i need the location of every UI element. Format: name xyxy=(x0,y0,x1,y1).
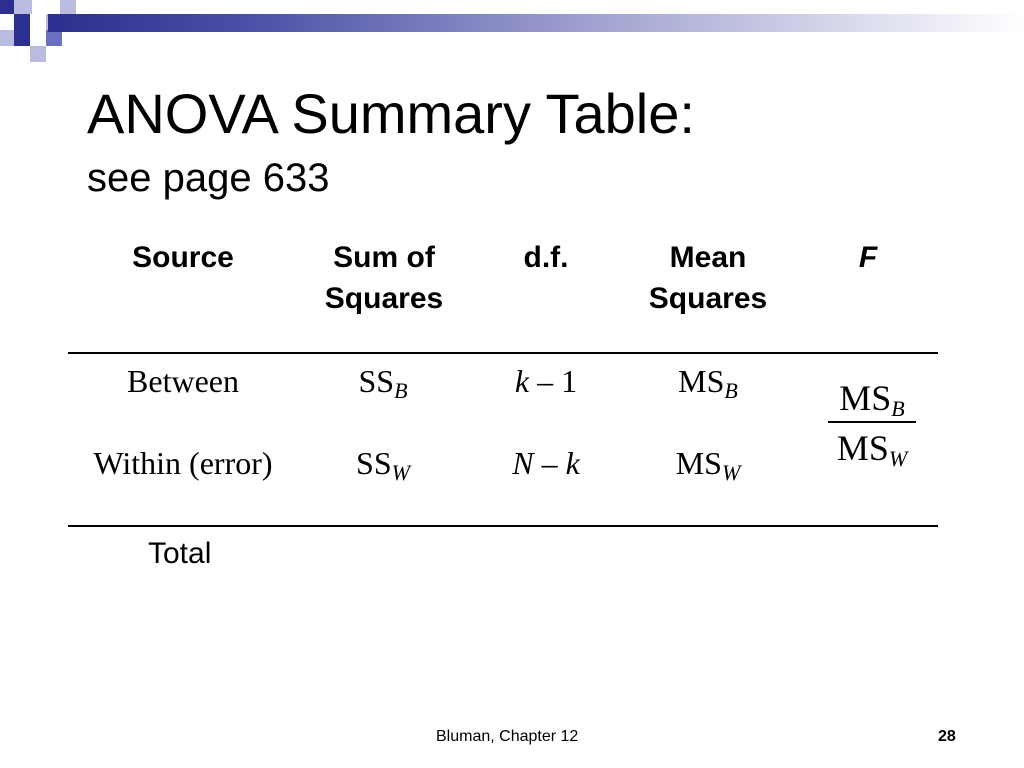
f-numerator: $MS_B$ xyxy=(839,378,905,421)
slide-title: ANOVA Summary Table: xyxy=(87,82,695,145)
header-gradient-bar xyxy=(48,14,1024,32)
deco-square xyxy=(14,0,32,14)
col-header-mean-squares: Mean Squares xyxy=(648,241,768,315)
deco-square xyxy=(30,14,46,30)
row-within-ss: $SS_W$ xyxy=(356,445,410,485)
fraction-bar xyxy=(828,421,916,423)
row-within-ms: $MS_W$ xyxy=(675,445,741,485)
row-within-source: Within (error) xyxy=(93,445,273,481)
slide-subtitle: see page 633 xyxy=(87,156,330,200)
deco-square xyxy=(60,0,76,14)
col-header-source: Source xyxy=(132,241,234,274)
col-header-sum-of-squares: Sum of Squares xyxy=(324,241,444,315)
table-bottom-rule xyxy=(68,525,938,527)
page-number: 28 xyxy=(938,728,956,745)
f-denominator: $MS_W$ xyxy=(836,428,908,471)
deco-square xyxy=(46,30,62,46)
deco-square xyxy=(0,0,14,14)
row-total-label: Total xyxy=(148,537,212,570)
deco-square xyxy=(14,14,30,30)
deco-square xyxy=(14,30,30,46)
footer-citation: Bluman, Chapter 12 xyxy=(436,728,579,745)
deco-square xyxy=(0,30,14,46)
row-between-ss: $SS_B$ xyxy=(358,363,408,403)
col-header-df: d.f. xyxy=(523,241,569,274)
row-between-ms: $MS_B$ xyxy=(678,363,738,403)
f-ratio-fraction xyxy=(824,377,920,469)
deco-square xyxy=(30,46,46,62)
col-header-f: F xyxy=(858,241,878,274)
table-top-rule xyxy=(68,352,938,354)
row-between-df: k – 1 xyxy=(514,363,578,399)
row-within-df: N – k xyxy=(512,445,580,481)
row-between-source: Between xyxy=(127,363,239,399)
